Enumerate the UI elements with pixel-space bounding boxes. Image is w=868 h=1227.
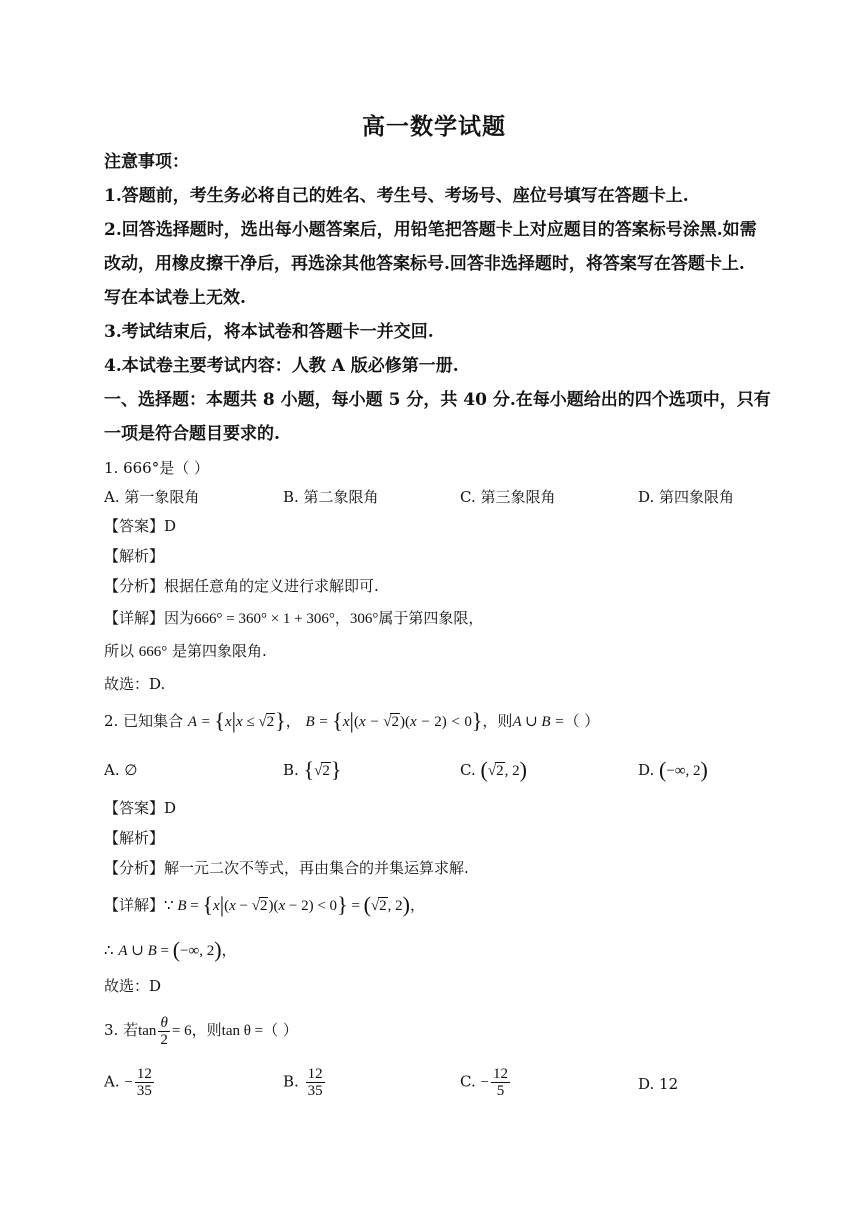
q3-condition: tan $\frac{\theta}{2}$ = 6 — [138, 1015, 192, 1048]
notice-item-1: 1.答题前，考生务必将自己的姓名、考生号、考场号、座位号填写在答题卡上. — [104, 186, 689, 206]
section-heading-line-1: 一、选择题：本题共 8 小题，每小题 5 分，共 40 分.在每小题给出的四个选项中，只有 — [104, 390, 771, 410]
q2-fenxi: 【分析】解一元二次不等式，再由集合的并集运算求解. — [104, 859, 469, 877]
q3-stem-tan: tan θ = — [221, 1022, 264, 1039]
q2-union-equation: A ∪ B = (−∞, 2)， — [118, 937, 237, 962]
q2-stem-prefix: 2. 已知集合 — [104, 712, 184, 730]
notice-item-2-line-2: 改动，用橡皮擦干净后，再选涂其他答案标号.回答非选择题时，将答案写在答题卡上. — [104, 254, 745, 274]
q2-stem-union: A ∪ B = — [512, 714, 565, 730]
q3-option-a: A. − $\frac{12}{35}$ — [104, 1066, 152, 1099]
q3-stem-prefix: 3. 若 — [104, 1020, 139, 1039]
q1-option-d: D. 第四象限角 — [638, 488, 735, 506]
q2-detail — [104, 892, 425, 917]
q1-conclusion-angle: 666° — [138, 644, 168, 660]
q1-conclusion — [104, 641, 267, 662]
q3-option-c: C. − $\frac{12}{5}$ — [460, 1066, 508, 1099]
page-title: 高一数学试题 — [362, 113, 506, 140]
notice-item-2-line-3: 写在本试卷上无效. — [104, 288, 246, 308]
q2-union — [104, 937, 237, 962]
q1-choice: 故选：D. — [104, 675, 166, 693]
q2-option-d: D. (−∞, 2) — [638, 757, 708, 782]
q2-analysis-label: 【解析】 — [104, 829, 165, 847]
q2-detail-prefix: 【详解】 — [104, 896, 165, 914]
q2-option-a: A. ∅ — [104, 761, 138, 779]
q2-stem-comma: ， — [285, 712, 306, 730]
q2-set-b: B = {x|(x − √2)(x − 2) < 0} — [305, 708, 483, 733]
q2-stem-end: （ ） — [564, 712, 600, 730]
notice-item-4: 4.本试卷主要考试内容：人教 A 版必修第一册. — [104, 356, 459, 376]
q1-detail-equation: 666° = 360° × 1 + 306° — [194, 611, 335, 627]
q2-answer: 【答案】D — [104, 799, 177, 817]
q1-answer: 【答案】D — [104, 517, 177, 535]
q1-detail — [104, 608, 483, 629]
q3-stem-end: （ ） — [263, 1020, 298, 1039]
q1-fenxi: 【分析】根据任意角的定义进行求解即可. — [104, 577, 379, 595]
q1-stem: 1. 666°是（ ） — [104, 459, 209, 477]
q3-stem — [104, 1015, 298, 1048]
q1-option-b: B. 第二象限角 — [283, 488, 379, 506]
q1-option-a: A. 第一象限角 — [104, 488, 200, 506]
notice-item-3: 3.考试结束后，将本试卷和答题卡一并交回. — [104, 322, 434, 342]
section-heading-line-2: 一项是符合题目要求的. — [104, 424, 280, 444]
notice-item-2-line-1: 2.回答选择题时，选出每小题答案后，用铅笔把答题卡上对应题目的答案标号涂黑.如需 — [104, 220, 757, 240]
notice-heading: 注意事项： — [104, 152, 189, 172]
q1-conclusion-suffix: 是第四象限角. — [167, 642, 267, 660]
q2-option-c: C. (√2, 2) — [460, 757, 527, 782]
q1-detail-comma: ， — [334, 609, 350, 627]
q3-stem-mid: ，则 — [191, 1020, 222, 1039]
q2-stem — [104, 708, 600, 733]
q3-option-d: D. 12 — [638, 1075, 679, 1093]
q1-option-c: C. 第三象限角 — [460, 488, 556, 506]
q2-choice: 故选：D — [104, 977, 162, 995]
q2-option-b: B. {√2} — [283, 757, 342, 782]
q1-conclusion-prefix: 所以 — [104, 642, 139, 660]
q2-stem-then: ，则 — [482, 712, 513, 730]
q1-detail-angle: 306° — [349, 611, 379, 627]
q2-therefore: ∴ — [104, 941, 114, 959]
q2-detail-equation: ∵ B = {x|(x − √2)(x − 2) < 0} = (√2, 2)， — [164, 892, 425, 917]
q1-detail-suffix: 属于第四象限， — [378, 609, 484, 627]
q1-analysis-label: 【解析】 — [104, 547, 165, 565]
q1-detail-prefix: 【详解】因为 — [104, 609, 195, 627]
q3-option-b: B. $\frac{12}{35}$ — [283, 1066, 323, 1099]
q2-set-a: A = {x|x ≤ √2} — [187, 708, 286, 733]
